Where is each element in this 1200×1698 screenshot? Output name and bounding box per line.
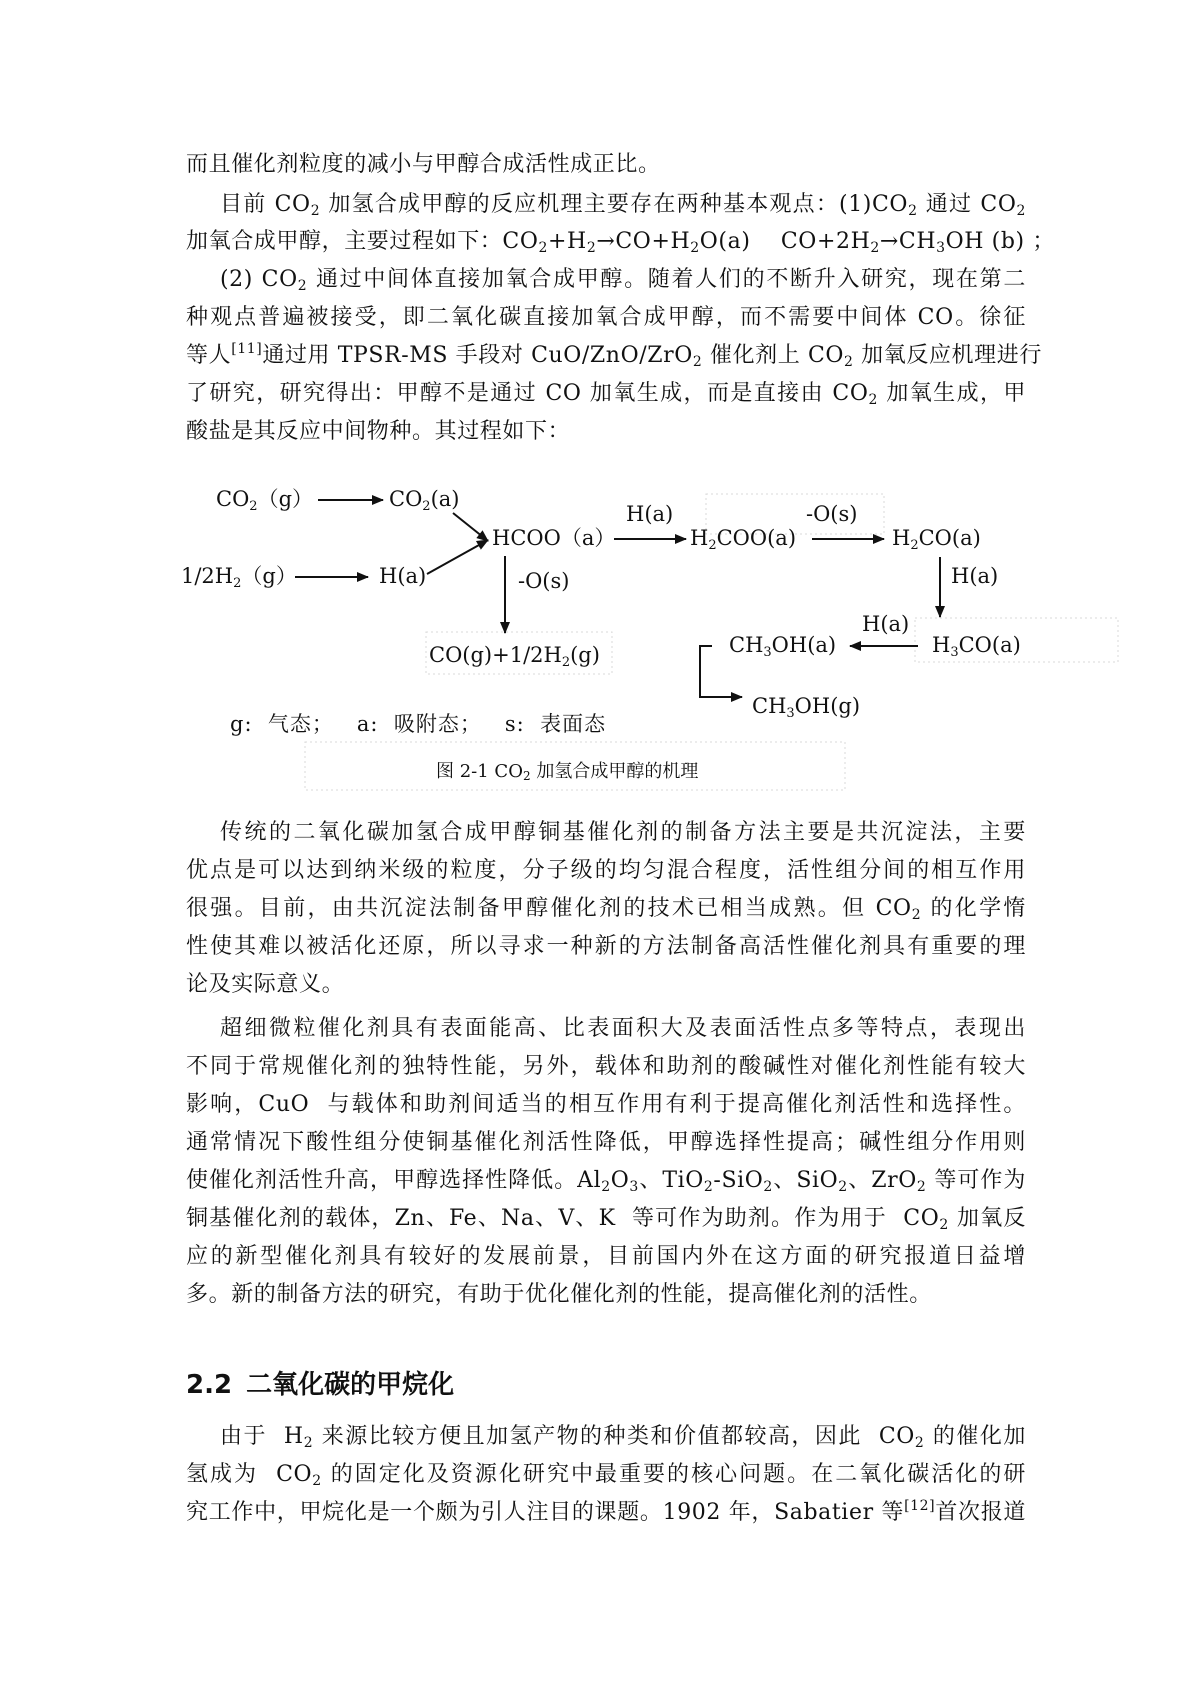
paragraph-methanation-line-2: 氢成为 $CO_2$ 的固定化及资源化研究中最重要的核心问题。在二氧化碳活化的研 <box>186 1462 1026 1489</box>
paragraph-mechanism-line-1: 目前 $CO_2$ 加氢合成甲醇的反应机理主要存在两种基本观点：$(1)CO_2$ 通过 $CO_2$ <box>220 192 1026 219</box>
arrow-co2a-to-hcoo <box>453 513 488 541</box>
paragraph-traditional-line-2: 优点是可以达到纳米级的粒度，分子级的均匀混合程度，活性组分间的相互作用 <box>186 858 1026 883</box>
species-h3co: $H_3CO(a)$ <box>932 633 1021 660</box>
paragraph-traditional-line-5: 论及实际意义。 <box>186 972 345 997</box>
paragraph-mechanism-line-3: (2) $CO_2$ 通过中间体直接加氧合成甲醇。随着人们的不断升入研究，现在第二 <box>220 267 1026 294</box>
species-co2-adsorbed: $CO_2(a)$ <box>389 487 460 514</box>
label-os-step-1: -O(s) <box>806 502 858 526</box>
figure-caption: 图 2-1 $CO_2$ 加氢合成甲醇的机理 <box>436 761 699 783</box>
paragraph-mechanism-line-6: 了研究，研究得出：甲醇不是通过 CO 加氧生成，而是直接由 $CO_2$ 加氧生成，甲 <box>186 381 1026 408</box>
label-h-step-1: H(a) <box>626 502 674 526</box>
label-h-step-2: H(a) <box>951 564 999 588</box>
paragraph-mechanism-line-4: 种观点普遍被接受，即二氧化碳直接加氧合成甲醇，而不需要中间体 CO。徐征 <box>186 305 1026 330</box>
paragraph-ultrafine-line-4: 通常情况下酸性组分使铜基催化剂活性降低，甲醇选择性提高；碱性组分作用则 <box>186 1130 1026 1155</box>
section-number: 2.2 <box>186 1370 233 1400</box>
paragraph-intro-line: 而且催化剂粒度的减小与甲醇合成活性成正比。 <box>186 152 661 177</box>
species-ch3oh-adsorbed: $CH_3OH(a)$ <box>729 633 837 660</box>
label-os-step-2: -O(s) <box>518 569 570 593</box>
paragraph-ultrafine-line-7: 应的新型催化剂具有较好的发展前景，目前国内外在这方面的研究报道日益增 <box>186 1244 1026 1269</box>
paragraph-ultrafine-line-5: 使催化剂活性升高，甲醇选择性降低。$Al_2O_3$、TiO$_2$-SiO$_2$、SiO$_2$、ZrO$_2$ 等可作为 <box>186 1168 1026 1195</box>
arrow-ha-to-hcoo <box>427 540 488 574</box>
species-h2co: $H_2CO(a)$ <box>892 526 981 553</box>
paragraph-ultrafine-line-8: 多。新的制备方法的研究，有助于优化催化剂的性能，提高催化剂的活性。 <box>186 1282 932 1307</box>
species-h2-gas: $1/2H_2(g)$ <box>181 564 297 591</box>
paragraph-ultrafine-line-3: 影响，CuO 与载体和助剂间适当的相互作用有利于提高催化剂活性和选择性。 <box>186 1092 1026 1117</box>
species-ch3oh-gas: $CH_3OH(g)$ <box>752 694 861 721</box>
species-hcoo: HCOO（a） <box>492 526 616 550</box>
species-h-adsorbed: H(a) <box>379 564 427 588</box>
diagram-legend: g: 气态； a: 吸附态； s: 表面态 <box>230 712 607 736</box>
paragraph-mechanism-line-5: 等人[11]通过用 TPSR-MS 手段对 CuO/ZnO/ZrO$_2$ 催化剂上 $CO_2$ 加氧反应机理进行 <box>186 341 1042 370</box>
paragraph-methanation-line-3: 究工作中，甲烷化是一个颇为引人注目的课题。1902 年，Sabatier 等[12]首次报道 <box>186 1498 1027 1525</box>
paragraph-mechanism-line-2: 加氧合成甲醇，主要过程如下：$CO_2+H_2\to CO+H_2O(a)$ $CO+2H_2\to CH_3OH$ (b) ； <box>186 229 1055 256</box>
paragraph-traditional-line-4: 性使其难以被活化还原，所以寻求一种新的方法制备高活性催化剂具有重要的理 <box>186 934 1026 959</box>
paragraph-traditional-line-3: 很强。目前，由共沉淀法制备甲醇催化剂的技术已相当成熟。但 $CO_2$ 的化学惰 <box>186 896 1027 923</box>
species-co-gas: $CO(g)+1/2H_2(g)$ <box>429 643 600 670</box>
paragraph-ultrafine-line-1: 超细微粒催化剂具有表面能高、比表面积大及表面活性点多等特点，表现出 <box>220 1016 1026 1041</box>
species-h2coo: $H_2COO(a)$ <box>690 526 797 553</box>
paragraph-methanation-line-1: 由于 $H_2$ 来源比较方便且加氢产物的种类和价值都较高，因此 $CO_2$ 的催化加 <box>220 1424 1026 1451</box>
paragraph-ultrafine-line-2: 不同于常规催化剂的独特性能，另外，载体和助剂的酸碱性对催化剂性能有较大 <box>186 1054 1026 1079</box>
species-co2-gas: $CO_2(g)$ <box>216 487 314 514</box>
section-heading <box>186 1368 454 1402</box>
section-title: 二氧化碳的甲烷化 <box>246 1370 455 1400</box>
paragraph-ultrafine-line-6: 铜基催化剂的载体，Zn、Fe、Na、V、K 等可作为助剂。作为用于 $CO_2$ 加氧反 <box>186 1206 1026 1233</box>
paragraph-mechanism-line-7: 酸盐是其反应中间物种。其过程如下： <box>186 419 571 444</box>
label-h-step-3: H(a) <box>862 612 910 636</box>
paragraph-traditional-line-1: 传统的二氧化碳加氢合成甲醇铜基催化剂的制备方法主要是共沉淀法，主要 <box>220 820 1026 845</box>
